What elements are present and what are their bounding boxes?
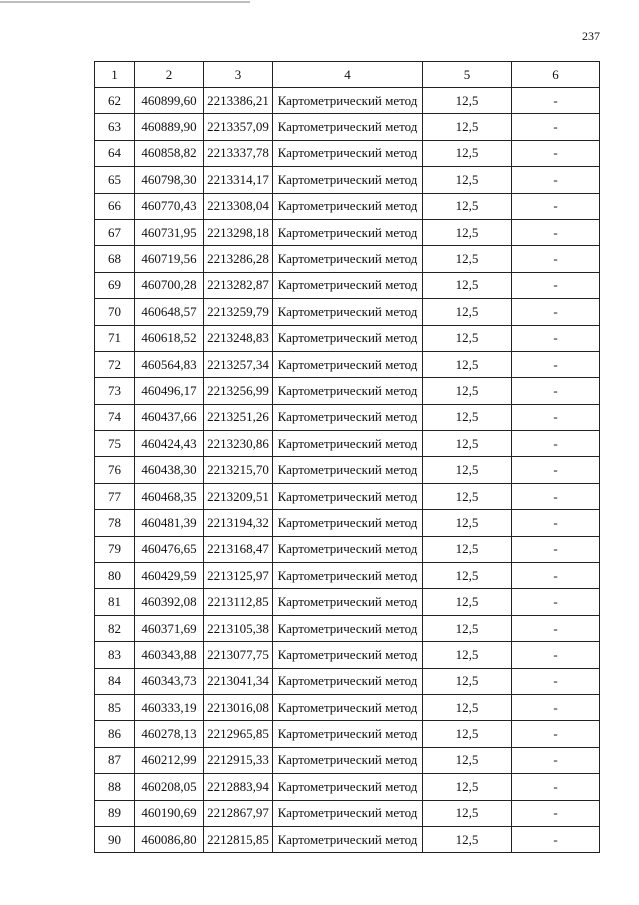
cell-notes: - <box>512 721 600 747</box>
cell-y-coordinate: 2213282,87 <box>204 272 273 298</box>
cell-point-number: 81 <box>95 589 135 615</box>
cell-notes: - <box>512 800 600 826</box>
cell-x-coordinate: 460648,57 <box>135 299 204 325</box>
cell-notes: - <box>512 431 600 457</box>
cell-accuracy: 12,5 <box>423 114 512 140</box>
cell-accuracy: 12,5 <box>423 88 512 114</box>
cell-x-coordinate: 460278,13 <box>135 721 204 747</box>
cell-x-coordinate: 460208,05 <box>135 774 204 800</box>
cell-x-coordinate: 460700,28 <box>135 272 204 298</box>
cell-y-coordinate: 2213041,34 <box>204 668 273 694</box>
cell-point-number: 76 <box>95 457 135 483</box>
cell-method: Картометрический метод <box>273 510 423 536</box>
cell-point-number: 62 <box>95 88 135 114</box>
cell-method: Картометрический метод <box>273 219 423 245</box>
top-rule <box>0 1 250 3</box>
cell-y-coordinate: 2213251,26 <box>204 404 273 430</box>
cell-point-number: 71 <box>95 325 135 351</box>
cell-accuracy: 12,5 <box>423 536 512 562</box>
cell-method: Картометрический метод <box>273 800 423 826</box>
cell-point-number: 72 <box>95 351 135 377</box>
table-row <box>95 299 600 325</box>
table-row <box>95 615 600 641</box>
cell-y-coordinate: 2213298,18 <box>204 219 273 245</box>
table-row <box>95 114 600 140</box>
cell-y-coordinate: 2213209,51 <box>204 483 273 509</box>
table-row <box>95 167 600 193</box>
cell-point-number: 70 <box>95 299 135 325</box>
table-row <box>95 536 600 562</box>
cell-y-coordinate: 2213016,08 <box>204 694 273 720</box>
table-row <box>95 88 600 114</box>
table-row <box>95 351 600 377</box>
cell-method: Картометрический метод <box>273 615 423 641</box>
cell-accuracy: 12,5 <box>423 694 512 720</box>
cell-point-number: 75 <box>95 431 135 457</box>
cell-x-coordinate: 460371,69 <box>135 615 204 641</box>
cell-y-coordinate: 2213105,38 <box>204 615 273 641</box>
cell-accuracy: 12,5 <box>423 642 512 668</box>
cell-point-number: 86 <box>95 721 135 747</box>
cell-point-number: 83 <box>95 642 135 668</box>
cell-x-coordinate: 460481,39 <box>135 510 204 536</box>
cell-y-coordinate: 2213286,28 <box>204 246 273 272</box>
cell-accuracy: 12,5 <box>423 272 512 298</box>
cell-y-coordinate: 2213215,70 <box>204 457 273 483</box>
cell-notes: - <box>512 589 600 615</box>
cell-x-coordinate: 460899,60 <box>135 88 204 114</box>
table-row <box>95 140 600 166</box>
cell-accuracy: 12,5 <box>423 510 512 536</box>
cell-method: Картометрический метод <box>273 483 423 509</box>
table-row <box>95 483 600 509</box>
table-row <box>95 510 600 536</box>
cell-point-number: 68 <box>95 246 135 272</box>
cell-x-coordinate: 460190,69 <box>135 800 204 826</box>
cell-notes: - <box>512 351 600 377</box>
cell-notes: - <box>512 140 600 166</box>
cell-point-number: 82 <box>95 615 135 641</box>
cell-point-number: 80 <box>95 563 135 589</box>
cell-notes: - <box>512 668 600 694</box>
table-row <box>95 694 600 720</box>
cell-method: Картометрический метод <box>273 747 423 773</box>
cell-y-coordinate: 2213248,83 <box>204 325 273 351</box>
cell-y-coordinate: 2213386,21 <box>204 88 273 114</box>
cell-accuracy: 12,5 <box>423 167 512 193</box>
cell-method: Картометрический метод <box>273 167 423 193</box>
cell-y-coordinate: 2213257,34 <box>204 351 273 377</box>
table-row <box>95 404 600 430</box>
cell-method: Картометрический метод <box>273 351 423 377</box>
table-row <box>95 219 600 245</box>
cell-point-number: 84 <box>95 668 135 694</box>
column-header-4: 4 <box>273 62 423 88</box>
cell-y-coordinate: 2213125,97 <box>204 563 273 589</box>
cell-y-coordinate: 2213256,99 <box>204 378 273 404</box>
cell-x-coordinate: 460438,30 <box>135 457 204 483</box>
cell-notes: - <box>512 299 600 325</box>
cell-point-number: 89 <box>95 800 135 826</box>
cell-y-coordinate: 2213357,09 <box>204 114 273 140</box>
table-row <box>95 668 600 694</box>
table-row <box>95 563 600 589</box>
cell-x-coordinate: 460858,82 <box>135 140 204 166</box>
column-header-3: 3 <box>204 62 273 88</box>
cell-method: Картометрический метод <box>273 431 423 457</box>
column-header-5: 5 <box>423 62 512 88</box>
table-body <box>95 88 600 853</box>
cell-point-number: 73 <box>95 378 135 404</box>
cell-x-coordinate: 460496,17 <box>135 378 204 404</box>
cell-notes: - <box>512 615 600 641</box>
cell-notes: - <box>512 378 600 404</box>
cell-accuracy: 12,5 <box>423 140 512 166</box>
table-row <box>95 589 600 615</box>
cell-notes: - <box>512 457 600 483</box>
table-row <box>95 747 600 773</box>
cell-y-coordinate: 2212883,94 <box>204 774 273 800</box>
table-row <box>95 272 600 298</box>
cell-point-number: 66 <box>95 193 135 219</box>
table-row <box>95 193 600 219</box>
cell-x-coordinate: 460086,80 <box>135 826 204 852</box>
cell-y-coordinate: 2212915,33 <box>204 747 273 773</box>
cell-accuracy: 12,5 <box>423 589 512 615</box>
cell-notes: - <box>512 563 600 589</box>
cell-accuracy: 12,5 <box>423 351 512 377</box>
column-header-6: 6 <box>512 62 600 88</box>
cell-y-coordinate: 2213230,86 <box>204 431 273 457</box>
cell-accuracy: 12,5 <box>423 378 512 404</box>
cell-accuracy: 12,5 <box>423 615 512 641</box>
cell-notes: - <box>512 219 600 245</box>
column-header-1: 1 <box>95 62 135 88</box>
cell-x-coordinate: 460770,43 <box>135 193 204 219</box>
cell-y-coordinate: 2212965,85 <box>204 721 273 747</box>
cell-accuracy: 12,5 <box>423 774 512 800</box>
cell-point-number: 65 <box>95 167 135 193</box>
cell-method: Картометрический метод <box>273 246 423 272</box>
cell-accuracy: 12,5 <box>423 325 512 351</box>
cell-point-number: 69 <box>95 272 135 298</box>
cell-notes: - <box>512 774 600 800</box>
cell-notes: - <box>512 272 600 298</box>
cell-notes: - <box>512 483 600 509</box>
cell-notes: - <box>512 404 600 430</box>
cell-y-coordinate: 2212815,85 <box>204 826 273 852</box>
cell-y-coordinate: 2212867,97 <box>204 800 273 826</box>
cell-method: Картометрический метод <box>273 668 423 694</box>
cell-x-coordinate: 460333,19 <box>135 694 204 720</box>
cell-method: Картометрический метод <box>273 140 423 166</box>
cell-x-coordinate: 460212,99 <box>135 747 204 773</box>
table-row <box>95 800 600 826</box>
cell-point-number: 64 <box>95 140 135 166</box>
cell-accuracy: 12,5 <box>423 826 512 852</box>
cell-point-number: 63 <box>95 114 135 140</box>
cell-x-coordinate: 460719,56 <box>135 246 204 272</box>
cell-notes: - <box>512 325 600 351</box>
cell-x-coordinate: 460429,59 <box>135 563 204 589</box>
cell-x-coordinate: 460392,08 <box>135 589 204 615</box>
cell-method: Картометрический метод <box>273 694 423 720</box>
cell-x-coordinate: 460618,52 <box>135 325 204 351</box>
cell-y-coordinate: 2213337,78 <box>204 140 273 166</box>
cell-notes: - <box>512 193 600 219</box>
cell-method: Картометрический метод <box>273 88 423 114</box>
cell-notes: - <box>512 694 600 720</box>
cell-x-coordinate: 460468,35 <box>135 483 204 509</box>
cell-accuracy: 12,5 <box>423 193 512 219</box>
table-row <box>95 642 600 668</box>
cell-x-coordinate: 460798,30 <box>135 167 204 193</box>
cell-x-coordinate: 460564,83 <box>135 351 204 377</box>
coordinates-table <box>94 61 600 853</box>
table-row <box>95 246 600 272</box>
cell-accuracy: 12,5 <box>423 299 512 325</box>
cell-x-coordinate: 460731,95 <box>135 219 204 245</box>
table-row <box>95 457 600 483</box>
cell-method: Картометрический метод <box>273 193 423 219</box>
cell-point-number: 74 <box>95 404 135 430</box>
table-row <box>95 378 600 404</box>
cell-method: Картометрический метод <box>273 325 423 351</box>
cell-x-coordinate: 460343,88 <box>135 642 204 668</box>
cell-notes: - <box>512 510 600 536</box>
cell-y-coordinate: 2213259,79 <box>204 299 273 325</box>
table-header <box>95 62 600 88</box>
cell-y-coordinate: 2213314,17 <box>204 167 273 193</box>
table-row <box>95 721 600 747</box>
cell-method: Картометрический метод <box>273 404 423 430</box>
cell-point-number: 77 <box>95 483 135 509</box>
cell-x-coordinate: 460343,73 <box>135 668 204 694</box>
cell-method: Картометрический метод <box>273 272 423 298</box>
cell-method: Картометрический метод <box>273 774 423 800</box>
cell-notes: - <box>512 167 600 193</box>
cell-accuracy: 12,5 <box>423 747 512 773</box>
cell-x-coordinate: 460424,43 <box>135 431 204 457</box>
cell-accuracy: 12,5 <box>423 483 512 509</box>
cell-notes: - <box>512 642 600 668</box>
cell-accuracy: 12,5 <box>423 563 512 589</box>
cell-point-number: 67 <box>95 219 135 245</box>
cell-notes: - <box>512 536 600 562</box>
cell-method: Картометрический метод <box>273 536 423 562</box>
cell-x-coordinate: 460437,66 <box>135 404 204 430</box>
table-row <box>95 431 600 457</box>
cell-method: Картометрический метод <box>273 721 423 747</box>
cell-notes: - <box>512 88 600 114</box>
cell-point-number: 78 <box>95 510 135 536</box>
cell-method: Картометрический метод <box>273 378 423 404</box>
cell-point-number: 79 <box>95 536 135 562</box>
cell-accuracy: 12,5 <box>423 457 512 483</box>
cell-method: Картометрический метод <box>273 457 423 483</box>
cell-y-coordinate: 2213194,32 <box>204 510 273 536</box>
cell-point-number: 88 <box>95 774 135 800</box>
cell-point-number: 85 <box>95 694 135 720</box>
table-row <box>95 325 600 351</box>
cell-accuracy: 12,5 <box>423 800 512 826</box>
cell-y-coordinate: 2213077,75 <box>204 642 273 668</box>
cell-notes: - <box>512 747 600 773</box>
cell-accuracy: 12,5 <box>423 246 512 272</box>
cell-point-number: 87 <box>95 747 135 773</box>
cell-notes: - <box>512 114 600 140</box>
header-row <box>95 62 600 88</box>
table-row <box>95 774 600 800</box>
cell-accuracy: 12,5 <box>423 431 512 457</box>
cell-y-coordinate: 2213308,04 <box>204 193 273 219</box>
cell-y-coordinate: 2213168,47 <box>204 536 273 562</box>
cell-method: Картометрический метод <box>273 299 423 325</box>
cell-method: Картометрический метод <box>273 589 423 615</box>
cell-x-coordinate: 460476,65 <box>135 536 204 562</box>
cell-notes: - <box>512 826 600 852</box>
table-row <box>95 826 600 852</box>
column-header-2: 2 <box>135 62 204 88</box>
cell-accuracy: 12,5 <box>423 721 512 747</box>
cell-point-number: 90 <box>95 826 135 852</box>
cell-method: Картометрический метод <box>273 114 423 140</box>
cell-accuracy: 12,5 <box>423 668 512 694</box>
cell-method: Картометрический метод <box>273 642 423 668</box>
cell-method: Картометрический метод <box>273 563 423 589</box>
cell-accuracy: 12,5 <box>423 404 512 430</box>
cell-method: Картометрический метод <box>273 826 423 852</box>
page-number: 237 <box>582 29 600 43</box>
cell-notes: - <box>512 246 600 272</box>
cell-y-coordinate: 2213112,85 <box>204 589 273 615</box>
cell-x-coordinate: 460889,90 <box>135 114 204 140</box>
cell-accuracy: 12,5 <box>423 219 512 245</box>
